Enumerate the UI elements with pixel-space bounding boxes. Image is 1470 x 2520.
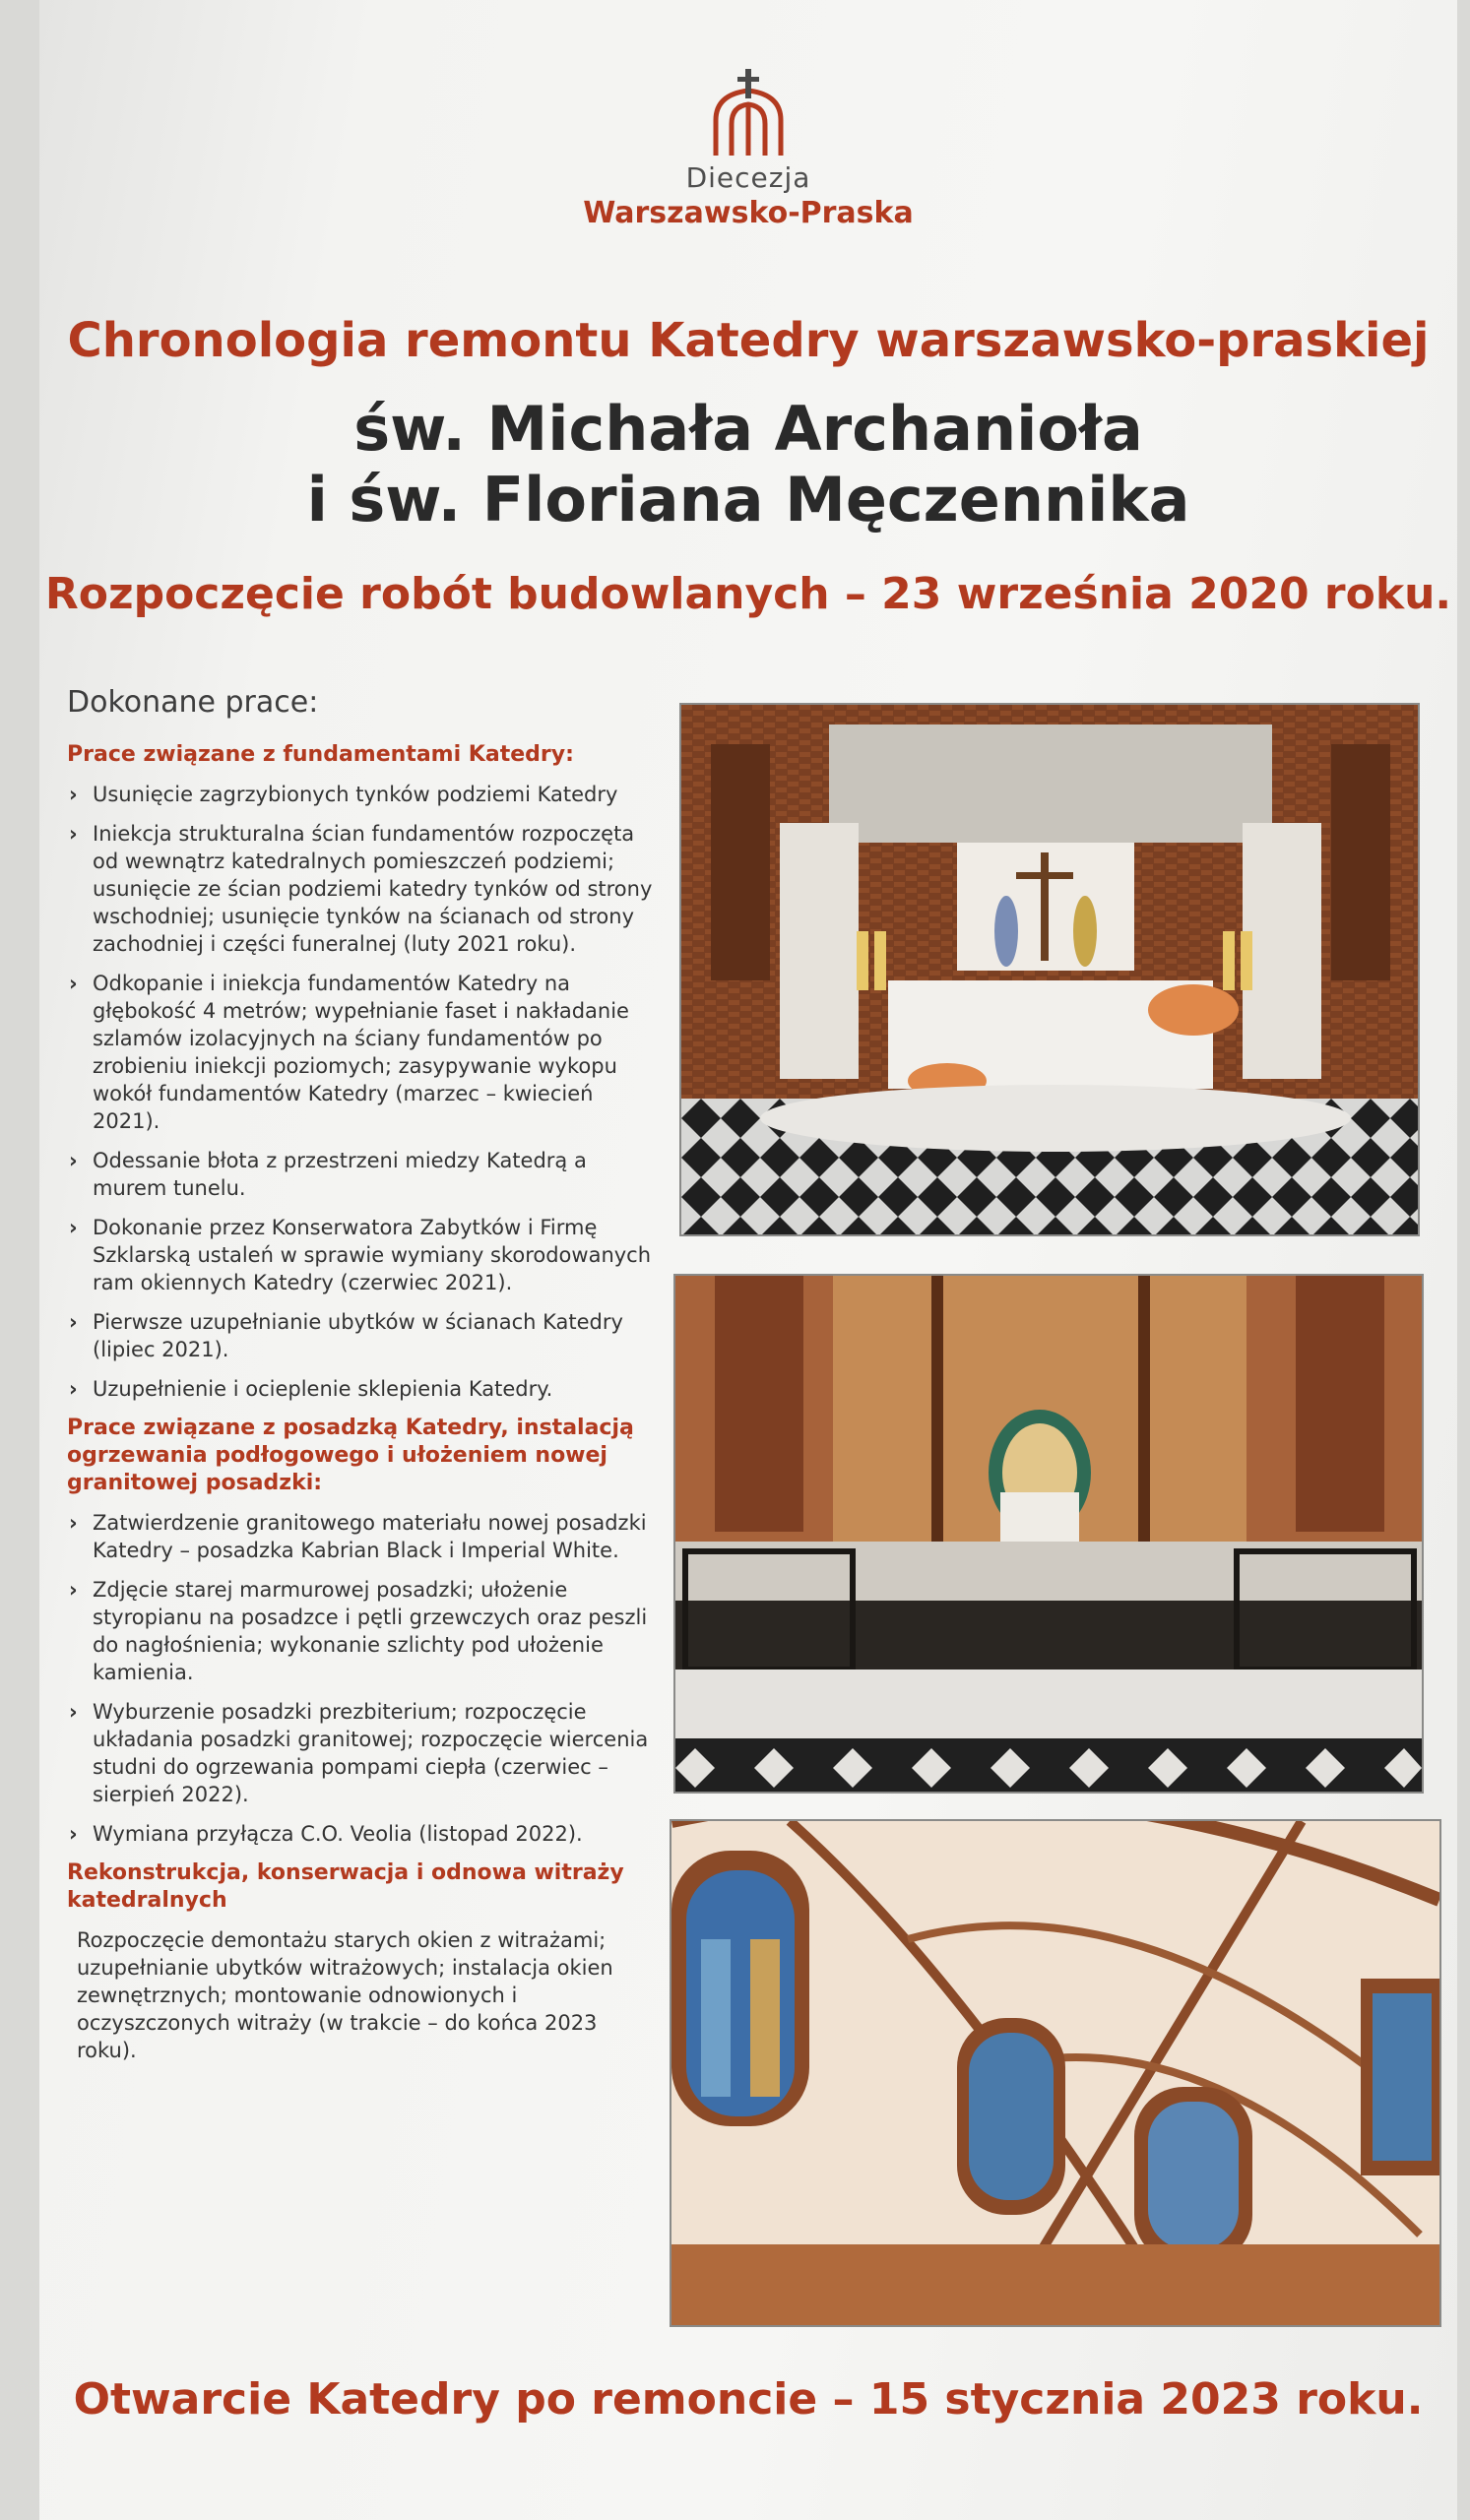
list-item: › Odessanie błota z przestrzeni miedzy Katedrą a murem tunelu.	[69, 1149, 587, 1200]
chevron-right-icon: ›	[69, 1578, 78, 1602]
list-item: › Pierwsze uzupełnianie ubytków w ścianach Katedry (lipiec 2021).	[69, 1310, 623, 1361]
poster-subtitle	[39, 394, 1457, 536]
chevron-right-icon: ›	[69, 783, 78, 806]
list-item: › Zatwierdzenie granitowego materiału nowej posadzki Katedry – posadzka Kabrian Black i Imperial White.	[69, 1511, 647, 1562]
chapel-image	[675, 1276, 1422, 1792]
chevron-right-icon: ›	[69, 1822, 78, 1846]
chevron-right-icon: ›	[69, 822, 78, 846]
chevron-right-icon: ›	[69, 1149, 78, 1172]
section-foundations-list	[67, 781, 658, 1403]
section-windows-title: Rekonstrukcja, konserwacja i odnowa witraży katedralnych	[67, 1860, 624, 1913]
start-date-line: Rozpoczęcie robót budowlanych – 23 września 2020 roku.	[44, 569, 1452, 619]
chevron-right-icon: ›	[69, 972, 78, 995]
stained-glass-image	[671, 1821, 1439, 2325]
list-item: › Wyburzenie posadzki prezbiterium; rozpoczęcie układania posadzki granitowej; rozpoczęcie wiercenia studni do ogrzewania pompami ciepła (czerwiec – sierpień 2022).	[69, 1700, 649, 1806]
section-windows-text: Rozpoczęcie demontażu starych okien z witrażami; uzupełnianie ubytków witrażowych; instalacja okien zewnętrznych; montowanie odnowionych i oczyszczonych witraży (w trakcie – do końca 2023 roku).	[77, 1928, 613, 2062]
altar-image	[681, 705, 1418, 1234]
photo-stained-glass	[671, 1821, 1439, 2325]
list-item: › Odkopanie i iniekcja fundamentów Katedry na głębokość 4 metrów; wypełnianie faset i nakładanie szlamów izolacyjnych na ściany fundamentów po zrobieniu iniekcji poziomych; zasypywanie wykopu wokół fundamentów Katedry (marzec – kwiecień 2021).	[69, 972, 629, 1133]
poster	[39, 0, 1457, 2520]
logo-line-2: Warszawsko-Praska	[583, 196, 914, 230]
photo-altar	[681, 705, 1418, 1234]
section-floor-title: Prace związane z posadzką Katedry, instalacją ogrzewania podłogowego i ułożeniem nowej granitowej posadzki:	[67, 1416, 634, 1495]
poster-title: Chronologia remontu Katedry warszawsko-praskiej	[67, 313, 1430, 368]
diocese-logo	[39, 69, 1457, 230]
opening-date-line: Otwarcie Katedry po remoncie – 15 stycznia 2023 roku.	[73, 2374, 1424, 2425]
list-item: › Wymiana przyłącza C.O. Veolia (listopad 2022).	[69, 1822, 583, 1846]
chevron-right-icon: ›	[69, 1310, 78, 1334]
list-item: › Uzupełnienie i ocieplenie sklepienia Katedry.	[69, 1377, 553, 1401]
chevron-right-icon: ›	[69, 1511, 78, 1535]
subtitle-line-1: św. Michała Archanioła	[353, 393, 1143, 465]
photo-chapel	[675, 1276, 1422, 1792]
works-column	[67, 685, 658, 2074]
works-heading: Dokonane prace:	[67, 685, 319, 720]
subtitle-line-2: i św. Floriana Męczennika	[306, 464, 1190, 536]
list-item: › Iniekcja strukturalna ścian fundamentów rozpoczęta od wewnątrz katedralnych pomieszczeń podziemi; usunięcie ze ścian podziemi katedry tynków od strony wschodniej; usunięcie tynków na ścianach od strony zachodniej i części funeralnej (luty 2021 roku).	[69, 822, 653, 956]
list-item: › Zdjęcie starej marmurowej posadzki; ułożenie styropianu na posadzce i pętli grzewczych oraz peszli do nagłośnienia; wykonanie szlichty pod ułożenie kamienia.	[69, 1578, 648, 1684]
section-floor-list	[67, 1509, 658, 1848]
chevron-right-icon: ›	[69, 1216, 78, 1239]
chevron-right-icon: ›	[69, 1377, 78, 1401]
list-item: › Usunięcie zagrzybionych tynków podziemi Katedry	[69, 783, 618, 806]
chevron-right-icon: ›	[69, 1700, 78, 1724]
cathedral-cross-icon	[704, 69, 793, 158]
section-foundations-title: Prace związane z fundamentami Katedry:	[67, 742, 574, 767]
logo-line-1: Diecezja	[685, 161, 811, 194]
list-item: › Dokonanie przez Konserwatora Zabytków i Firmę Szklarską ustaleń w sprawie wymiany skorodowanych ram okiennych Katedry (czerwiec 2021).	[69, 1216, 652, 1294]
